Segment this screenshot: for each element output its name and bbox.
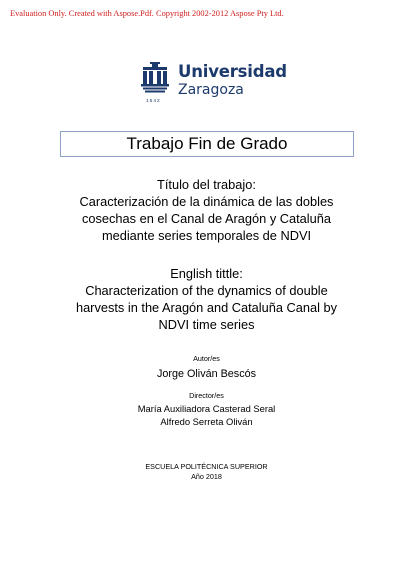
spanish-title-line: cosechas en el Canal de Aragón y Cataluña [82,211,331,226]
directors-label: Director/es [189,391,224,400]
director-name: María Auxiliadora Casterad Seral [137,403,276,414]
logo-line-universidad: Universidad [178,62,287,81]
author-name: Jorge Oliván Bescós [156,368,257,380]
english-title-line: NDVI time series [158,317,255,332]
spanish-title-line: mediante series temporales de NDVI [101,228,312,243]
author-label: Autor/es [193,354,220,363]
english-title-line: harvests in the Aragón and Cataluña Canal by [75,300,338,315]
director-name: Alfredo Serreta Oliván [160,416,253,427]
university-crest-icon [140,62,170,98]
english-title-block [20,265,393,333]
university-logo [140,62,287,106]
school-name: ESCUELA POLITÉCNICA SUPERIOR [145,462,268,471]
document-year: Año 2018 [191,472,222,481]
logo-wordmark [178,62,287,98]
document-type-title: Trabajo Fin de Grado [60,131,354,157]
spanish-title-line: Caracterización de la dinámica de las dobles [79,194,334,209]
spanish-title-heading: Título del trabajo: [157,177,256,192]
english-title-heading: English tittle: [170,266,243,281]
watermark-text: Evaluation Only. Created with Aspose.Pdf. Copyright 2002-2012 Aspose Pty Ltd. [10,9,284,18]
logo-line-zaragoza: Zaragoza [178,82,244,98]
spanish-title-block [20,176,393,244]
english-title-line: Characterization of the dynamics of double [85,283,328,298]
logo-year: 1542 [146,99,161,104]
